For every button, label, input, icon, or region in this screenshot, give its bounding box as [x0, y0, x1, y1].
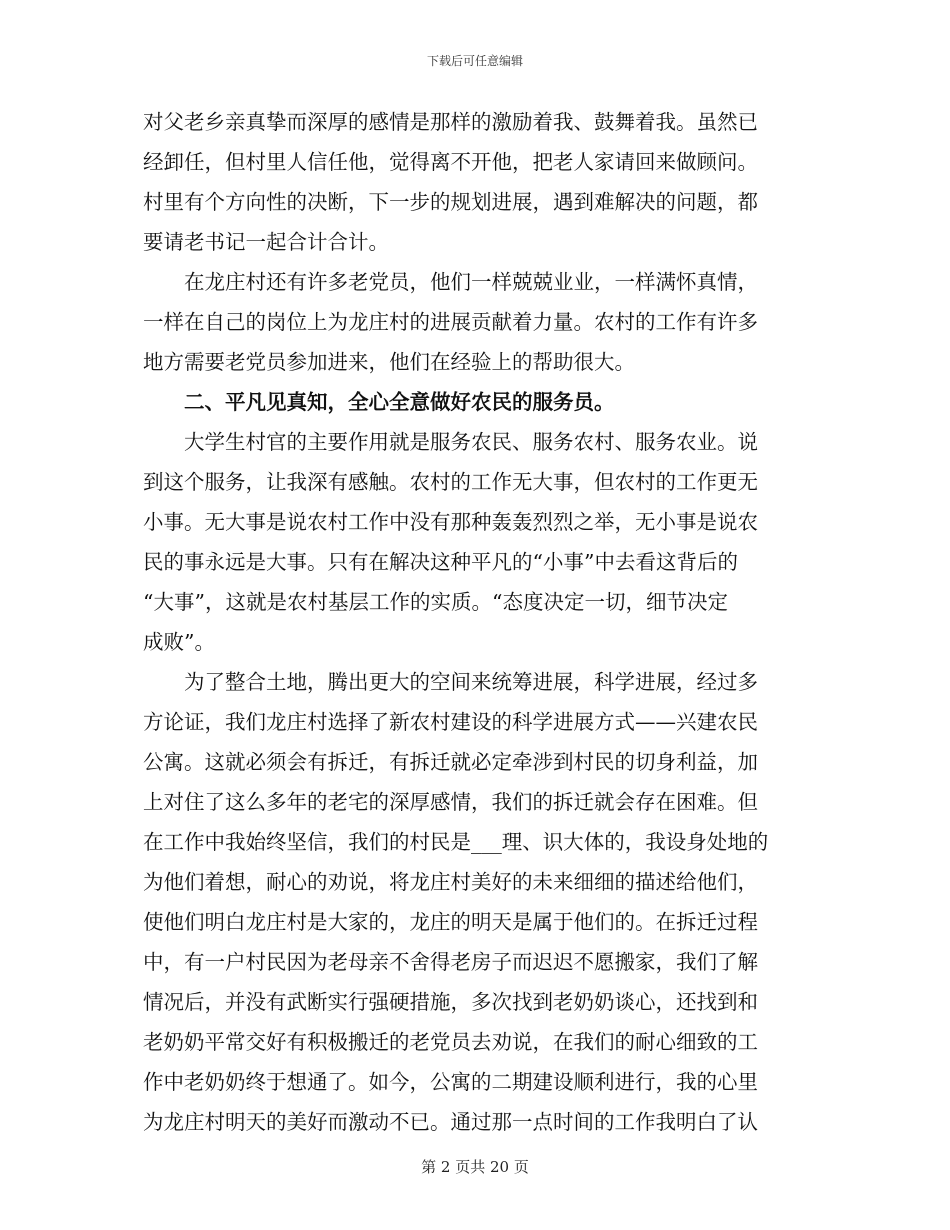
text-line: 村里有个方向性的决断，下一步的规划进展，遇到难解决的问题，都: [143, 190, 758, 214]
text-line: 在龙庄村还有许多老党员，他们一样兢兢业业，一样满怀真情，: [143, 270, 758, 294]
text-line: 使他们明白龙庄村是大家的，龙庄的明天是属于他们的。在拆迁过程: [143, 910, 758, 934]
page-footer: 第 2 页共 20 页: [421, 1158, 529, 1176]
text-line: 上对住了这么多年的老宅的深厚感情，我们的拆迁就会存在困难。但: [143, 790, 758, 814]
text-line: 经卸任，但村里人信任他，觉得离不开他，把老人家请回来做顾问。: [143, 150, 758, 174]
text-line: 老奶奶平常交好有积极搬迁的老党员去劝说，在我们的耐心细致的工: [143, 1030, 758, 1054]
text-line: 地方需要老党员参加进来，他们在经验上的帮助很大。: [143, 350, 635, 374]
text-line: 情况后，并没有武断实行强硬措施，多次找到老奶奶谈心，还找到和: [143, 990, 758, 1014]
text-line: 一样在自己的岗位上为龙庄村的进展贡献着力量。农村的工作有许多: [143, 310, 758, 334]
text-line: 中，有一户村民因为老母亲不舍得老房子而迟迟不愿搬家，我们了解: [143, 950, 758, 974]
text-line: 小事。无大事是说农村工作中没有那种轰轰烈烈之举，无小事是说农: [143, 510, 758, 534]
text-line: “大事”，这就是农村基层工作的实质。“态度决定一切，细节决定: [143, 590, 728, 614]
text-line: 方论证，我们龙庄村选择了新农村建设的科学进展方式——兴建农民: [143, 710, 758, 734]
text-line: 民的事永远是大事。只有在解决这种平凡的“小事”中去看这背后的: [143, 550, 738, 574]
text-line: 要请老书记一起合计合计。: [143, 230, 389, 254]
text-line: 对父老乡亲真挚而深厚的感情是那样的激励着我、鼓舞着我。虽然已: [143, 110, 758, 134]
document-body: [143, 102, 803, 1142]
text-line: 为龙庄村明天的美好而激动不已。通过那一点时间的工作我明白了认: [143, 1110, 758, 1134]
text-line: 公寓。这就必须会有拆迁，有拆迁就必定牵涉到村民的切身利益，加: [143, 750, 758, 774]
text-line: 到这个服务，让我深有感触。农村的工作无大事，但农村的工作更无: [143, 470, 758, 494]
text-line: 大学生村官的主要作用就是服务农民、服务农村、服务农业。说: [143, 430, 758, 454]
text-line: 作中老奶奶终于想通了。如今，公寓的二期建设顺利进行，我的心里: [143, 1070, 758, 1094]
text-line: 在工作中我始终坚信，我们的村民是___理、识大体的，我设身处地的: [143, 830, 769, 854]
page-header: 下载后可任意编辑: [426, 54, 523, 68]
text-line: 成败”。: [143, 630, 215, 654]
text-line: 为他们着想，耐心的劝说，将龙庄村美好的未来细细的描述给他们，: [143, 870, 758, 894]
section-heading: 二、平凡见真知，全心全意做好农民的服务员。: [143, 390, 615, 414]
text-line: 为了整合土地，腾出更大的空间来统筹进展，科学进展，经过多: [143, 670, 758, 694]
